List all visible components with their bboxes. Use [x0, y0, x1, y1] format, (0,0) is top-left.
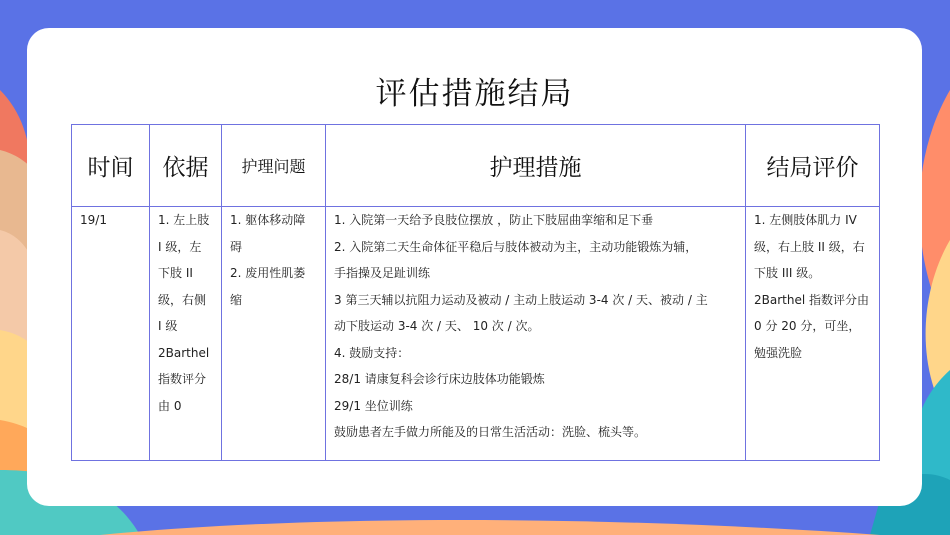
cell-outcome	[746, 207, 880, 461]
header-nursing-problem: 护理问题	[222, 125, 326, 207]
problem-line: 1. 躯体移动障	[230, 213, 306, 227]
outcome-line: 0 分 20 分，可坐，	[754, 319, 861, 333]
measure-line: 鼓励患者左手做力所能及的日常生活活动：洗脸、梳头等。	[334, 425, 647, 439]
cell-basis	[150, 207, 222, 461]
problem-line: 2. 废用性肌萎	[230, 266, 306, 280]
table-row	[72, 207, 880, 461]
measure-line: 4. 鼓励支持：	[334, 345, 410, 360]
header-nursing-measures: 护理措施	[326, 125, 746, 207]
outcome-line: 2Barthel 指数评分由	[754, 292, 869, 307]
outcome-line: 1. 左侧肢体肌力 IV	[754, 213, 857, 227]
outcome-line: 级，右上肢 II 级，右	[754, 239, 865, 254]
table-header-row	[72, 125, 880, 207]
measure-line: 1. 入院第一天给予良肢位摆放 ，防止下肢屈曲挛缩和足下垂	[334, 213, 654, 227]
header-outcome: 结局评价	[746, 125, 880, 207]
time-value: 19/1	[80, 213, 107, 227]
slide-title: 评估措施结局	[375, 76, 574, 112]
cell-nursing-measures	[326, 207, 746, 461]
outcome-line: 勉强洗脸	[754, 345, 803, 360]
basis-line: 1. 左上肢	[158, 213, 210, 227]
cell-nursing-problem	[222, 207, 326, 461]
basis-line: 2Barthel	[158, 345, 210, 360]
outcome-line: 下肢 III 级。	[754, 266, 821, 280]
problem-line: 缩	[230, 292, 243, 307]
measure-line: 动下肢运动 3-4 次 / 天、 10 次 / 次。	[334, 319, 540, 333]
basis-line: 指数评分	[158, 372, 207, 386]
header-time: 时间	[72, 125, 150, 207]
header-basis: 依据	[150, 125, 222, 207]
cell-time	[72, 207, 150, 461]
measure-line: 28/1 请康复科会诊行床边肢体功能锻炼	[334, 372, 545, 386]
measure-line: 29/1 坐位训练	[334, 398, 413, 413]
measure-line: 2. 入院第二天生命体征平稳后与肢体被动为主，主动功能锻炼为辅，	[334, 239, 698, 254]
basis-line: I 级	[158, 319, 178, 333]
assessment-table	[71, 124, 880, 461]
basis-line: 下肢 II	[158, 266, 193, 280]
basis-line: 级，右侧	[158, 292, 207, 307]
measure-line: 3 第三天辅以抗阻力运动及被动 / 主动上肢运动 3-4 次 / 天、被动 / 主	[334, 292, 708, 307]
basis-line: 由 0	[158, 398, 182, 413]
basis-line: I 级，左	[158, 239, 202, 254]
measure-line: 手指操及足趾训练	[334, 266, 431, 280]
problem-line: 碍	[230, 239, 243, 254]
